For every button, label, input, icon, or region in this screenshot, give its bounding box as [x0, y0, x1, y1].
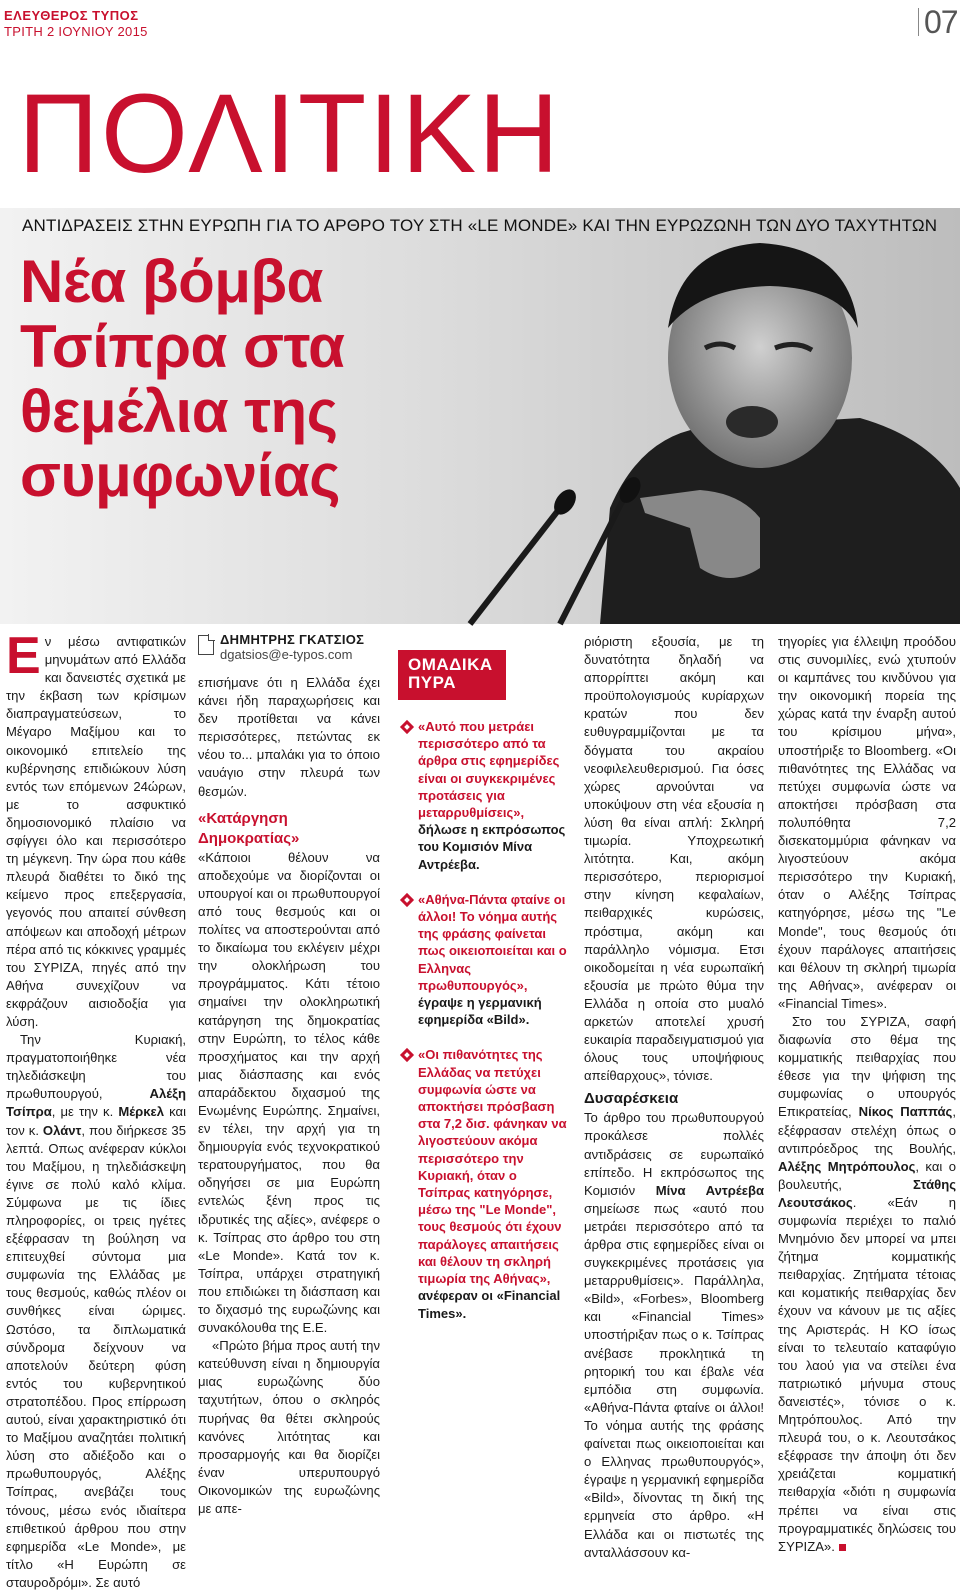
diamond-bullet-icon — [400, 893, 414, 907]
section-title: ΠΟΛΙΤΙΚΗ — [18, 71, 562, 196]
person-name: Μίνα Αντρέεβα — [655, 1182, 764, 1198]
article-headline — [20, 250, 440, 509]
end-of-article-mark — [839, 1544, 846, 1551]
paragraph — [778, 1013, 956, 1556]
paper-name: ΕΛΕΥΘΕΡΟΣ ΤΥΠΟΣ — [4, 8, 139, 23]
sidebar-quote — [398, 1046, 570, 1321]
issue-date: ΤΡΙΤΗ 2 ΙΟΥΝΙΟΥ 2015 — [4, 24, 148, 39]
person-name: Μέρκελ — [118, 1104, 165, 1120]
paragraph-text: σημείωσε πως «αυτό που μετράει περισσότερο από τα άρθρα στις εφημερίδες είναι οι συγκεκριμένες προτάσεις για μεταρρυθμίσεις». Παράλληλα, «Bild», «Forbes», Bloomberg και «Financial Times» υποστήριξαν πως ο κ. Τσίπρας ανέβασε προκλητικά τη ρητορική του και έβαλε νέα εμπόδια στη συμφωνία. «Αθήνα-Πάντα φταίνε οι άλλοι! Το νόημα αυτής της φράσης φαίνεται πως οικειοποιείται και ο Ελληνας πρωθυπουργός», έγραψε η γερμανική εφημερίδα «Bild», δίνοντας τη δική της ερμηνεία στο άρθρο. «Η Ελλάδα και οι πιστωτές της ανταλλάσσουν κα- — [584, 1200, 764, 1560]
paragraph: «Πρώτο βήμα προς αυτή την κατεύθυνση είναι η δημιουργία μιας ευρωζώνης δύο ταχυτήτων, όπου ο σκληρός πυρήνας θα θέτει σκληρούς κανόνες λιτότητας και προσαρμογής και θα διορίζει έναν υπερυπουργό Οικονομικών της ευρωζώνης με απε- — [198, 1338, 380, 1517]
person-name: Ολάντ — [42, 1122, 82, 1138]
quote-attribution: δήλωσε η εκπρόσωπος του Κομισιόν Μίνα Αντρέεβα. — [418, 822, 566, 872]
drop-cap: Ε — [6, 627, 41, 685]
article-column-1 — [6, 627, 186, 1592]
paragraph-text: , που διήρκεσε 35 λεπτά. Οπως ανέφεραν κύκλοι του Μαξίμου, η τηλεδιάσκεψη έγινε σε πολύ καλό κλίμα. Σύμφωνα με τις ίδιες πληροφορίες, οι τρεις ηγέτες εξέφρασαν τη βούληση να επιτευχθεί σύντομα μια συμφωνία της Ελλάδας με τους θεσμούς, καθώς πλέον οι συνθήκες είναι ώριμες. Ωστόσο, τα διπλωματικά σύνδρομα δείχνουν να αποτελούν δεύτερη φύση εντός του κυβερνητικού στρατοπέδου. Προς επίρρωση αυτού, είναι χαρακτηριστικό ότι το Μαξίμου αναζητάει πολιτική λύση στο αδιέξοδο και ο πρωθυπουργός, Αλέξης Τσίπρας, ανεβάζει τους τόνους, μέσω ενός ιδιαίτερα επιθετικού άρθρου που στην εφημερίδα «Le Monde», με τίτλο «Η Ευρώπη σε σταυροδρόμι». Σε αυτό — [6, 1122, 186, 1590]
headline-line: Τσίπρα στα — [20, 312, 345, 380]
article-column-2 — [198, 633, 380, 1518]
paragraph-text: , εξέφρασαν στελέχη όπως ο αντιπρόεδρος της Βουλής, — [778, 1104, 956, 1156]
sidebar-box — [398, 650, 570, 1322]
quote-text: «Οι πιθανότητες της Ελλάδας να πετύχει συμφωνία ώστε να αποκτήσει πρόσβαση στα 7,2 δισ. φάνηκαν να λιγοστεύουν ακόμα περισσότερο την Κυριακή, όταν ο Τσίπρας κατηγόρησε, μέσω της "Le Monde", τους θεσμούς ότι έχουν παράλογες απαιτήσεις και θέλουν τη σκληρή τιμωρία της Αθήνας», — [418, 1047, 567, 1287]
paragraph-text: Στο του ΣΥΡΙΖΑ, σαφή διαφωνία στο θέμα της κομματικής πειθαρχίας που έθεσε για την ψήφιση της συμφωνίας ο υπουργός Επικρατείας, — [778, 1013, 956, 1120]
paragraph — [584, 1109, 764, 1561]
author-name: ΔΗΜΗΤΡΗΣ ΓΚΑΤΣΙΟΣ — [220, 632, 365, 647]
paragraph-text: ν μέσω αντιφατικών μηνυμάτων από Ελλάδα και δανειστές σχετικά με την έκβαση των κρίσιμων διαπραγματεύσεων, το Μέγαρο Μαξίμου και το οικονομικό επιτελείο της κυβέρνησης επιδιώκουν λύση εντός των επόμενων 24ώρων, με το ασφυκτικό δημοσιονομικό πλαίσιο να σφίγγει όλο και περισσότερο τη μέγκενη. Την ώρα που κάθε πλευρά διαθέτει το δικό της κείμενο προς επεξεργασία, γεγονός που απαιτεί σύνθεση απόψεων και αποδοχή μέτρων πέρα από τις κόκκινες γραμμές του ΣΥΡΙΖΑ, πηγές από την Αθήνα συνεχίζουν να εκφράζουν αισιοδοξία για λύση. — [6, 634, 186, 1029]
masthead — [0, 0, 960, 60]
paragraph: «Κάποιοι θέλουν να αποδεχούμε να διορίζονται οι υπουργοί και οι πρωθυπουργοί από τους θεσμούς και οι πολίτες να αποστερούνται από το δικαίωμα του εκλέγειν μέχρι την ολοκλήρωση του προγράμματος. Κάτι τέτοιο σημαίνει την ολοκληρωτική κατάργηση της δημοκρατίας στην Ευρώπη, το τέλος κάθε προσχήματος και την αρχή μιας διάσπασης και ενός απαράδεκτου διχασμού της Ενωμένης Ευρώπης. Σημαίνει, εν τέλει, την αρχή για τη δημιουργία ενός τεχνοκρατικού τερατουργήματος, που θα οδηγήσει σε μια Ευρώπη εντελώς ξένη προς τις ιδρυτικές της αξίες», ανέφερε ο κ. Τσίπρας στο άρθρο του στη «Le Monde». Κατά τον κ. Τσίπρα, υπάρχει στρατηγική που επιδιώκει τη διάσπαση και το διχασμό της ευρωζώνης και συνακόλουθα της Ε.Ε. — [198, 849, 380, 1336]
paragraph-text: και τον κ. — [6, 1104, 186, 1138]
quote-text: «Αθήνα-Πάντα φταίνε οι άλλοι! Το νόημα αυτής της φράσης φαίνεται πως οικειοποιείται και ο Ελληνας πρωθυπουργός», — [418, 891, 567, 993]
paragraph-text: Την Κυριακή, πραγματοποιήθηκε νέα τηλεδιάσκεψη του πρωθυπουργού, — [6, 1032, 186, 1102]
subheading: Δυσαρέσκεια — [584, 1090, 679, 1108]
paragraph: επισήμανε ότι η Ελλάδα έχει κάνει ήδη παραχωρήσεις και δεν προτίθεται να κάνει περισσότερες, πετώντας εκ νέου το... μπαλάκι για το όποιο ναυάγιο στην πλευρά των θεσμών. — [198, 675, 380, 799]
byline — [198, 633, 380, 662]
paragraph: ριόριστη εξουσία, με τη δυνατότητα δηλαδή να απορρίπτει ακόμη και προϋπολογισμούς κυρίαρχων κρατών που δεν ευθυγραμμίζονται με τα δόγματα του ακραίου νεοφιλελευθερισμού. Για όσες χώρες αρνούνται να υποκύψουν στη νέα εξουσία η λύση θα είναι απλή: Σκληρή τιμωρία. Υποχρεωτική λιτότητα. Και, ακόμη περισσότερο, περιορισμοί στην κίνηση κεφαλαίων, πειθαρχικές κυρώσεις, πρόστιμα, ακόμη και παράλληλο νόμισμα. Ετσι οικοδομείται η νέα ευρωπαϊκή εξουσία με πρώτο θύμα την Ελλάδα η οποία στο μυαλό αρκετών αποτελεί χρυσή ευκαιρία παραδειγματισμού για όλους τους υποψήφιους απείθαρχους», τόνισε. — [584, 634, 764, 1084]
headline-line: θεμέλια της — [20, 377, 338, 445]
headline-line: συμφωνίας — [20, 442, 340, 510]
quote-attribution: ανέφεραν οι «Financial Times». — [418, 1288, 561, 1321]
article-kicker: ΑΝΤΙΔΡΑΣΕΙΣ ΣΤΗΝ ΕΥΡΩΠΗ ΓΙΑ ΤΟ ΑΡΘΡΟ ΤΟΥ ΣΤΗ «LE MONDE» ΚΑΙ ΤΗΝ ΕΥΡΩΖΩΝΗ ΤΩΝ ΔΥΟ ΤΑΧΥΤΗΤΩΝ — [22, 216, 938, 235]
person-name: Στάθης Λεουτσάκος — [778, 1176, 956, 1210]
person-name: Αλέξη Τσίπρα — [6, 1086, 186, 1120]
subheading: «Κατάργηση Δημοκρατίας» — [198, 809, 300, 847]
diamond-bullet-icon — [400, 720, 414, 734]
quote-text: «Αυτό που μετράει περισσότερο από τα άρθρα στις εφημερίδες είναι οι συγκεκριμένες προτάσεις για μεταρρυθμίσεις», — [418, 719, 560, 821]
sidebar-quote — [398, 718, 570, 873]
paragraph — [6, 627, 186, 1031]
article-column-5 — [778, 633, 956, 1556]
document-icon — [198, 635, 214, 655]
headline-line: Νέα βόμβα — [20, 248, 323, 315]
author-email[interactable]: dgatsios@e-typos.com — [220, 647, 353, 662]
sidebar-title: ΟΜΑΔΙΚΑ ΠΥΡΑ — [398, 650, 506, 700]
paragraph-text: , και ο βουλευτής, — [778, 1158, 956, 1192]
person-name: Αλέξης Μητρόπουλος — [778, 1158, 916, 1174]
page-number: 07 — [924, 4, 958, 40]
person-name: Νίκος Παππάς — [858, 1104, 953, 1120]
paragraph: τηγορίες για έλλειψη προόδου στις συνομιλίες, ενώ χτυπούν οι καμπάνες του κινδύνου για την οικονομική πορεία της χώρας κατά την έναρξη αυτού του κρίσιμου μήνα», υποστήριξε το Bloomberg. «Οι πιθανότητες της Ελλάδας να πετύχει συμφωνία ώστε να αποκτήσει πρόσβαση στα πολυπόθητα 7,2 δισεκατομμύρια φάνηκαν να λιγοστεύουν ακόμα περισσότερο την Κυριακή, όταν ο Αλέξης Τσίπρας κατηγόρησε, μέσω της "Le Monde", τους θεσμούς ότι έχουν παράλογες απαιτήσεις και θέλουν τη σκληρή τιμωρία της Αθήνας», ανέφεραν οι «Financial Times». — [778, 634, 956, 1011]
sidebar-quote — [398, 891, 570, 1029]
paragraph-text: Το άρθρο του πρωθυπουργού προκάλεσε πολλές αντιδράσεις σε ευρωπαϊκό επίπεδο. Η εκπρόσωπος της Κομισιόν — [584, 1110, 764, 1198]
article-column-4 — [584, 633, 764, 1562]
diamond-bullet-icon — [400, 1048, 414, 1062]
paragraph — [6, 1031, 186, 1592]
paragraph-text: . «Εάν η συμφωνία περιέχει το παλιό Μνημόνιο δεν μπορεί να μπει ζήτημα κομματικής πειθαρχίας. Ζητήματα τέτοιας και κοματικής πειθαρχίας δεν έχουν να κάνουν με τις αξίες της Αριστεράς. Η ΚΟ ίσως είναι το τελευταίο καταφύγιο του λαού για να στείλει ένα πατριωτικό μήνυμα στους δανειστές», τόνισε ο κ. Μητρόπουλος. Από την πλευρά του, ο κ. Λεουτσάκος εξέφρασε την άποψη ότι δεν χρειάζεται κομματική πειθαρχία «διότι η συμφωνία πρέπει να είναι στις προγραμματικές δηλώσεις του ΣΥΡΙΖΑ». — [778, 1194, 956, 1554]
quote-attribution: έγραψε η γερμανική εφημερίδα «Bild». — [418, 995, 542, 1028]
paragraph-text: , με την κ. — [51, 1104, 119, 1120]
page-number-divider — [918, 8, 919, 36]
